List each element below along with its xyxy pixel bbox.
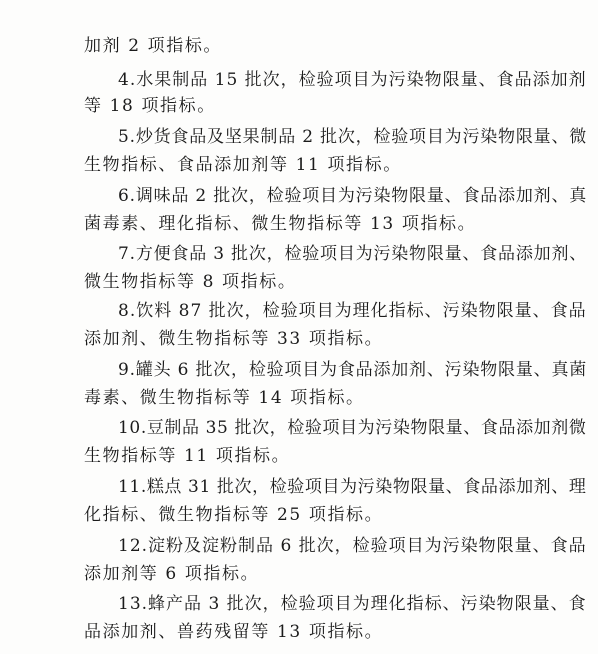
item-13-line-2: 品添加剂、兽药残留等 13 项指标。 [84,622,384,642]
item-5-line-2: 生物指标、食品添加剂等 11 项指标。 [84,155,402,175]
item-5-line-1: 5.炒货食品及坚果制品 2 批次，检验项目为污染物限量、微 [118,127,588,147]
item-11-line-1: 11.糕点 31 批次，检验项目为污染物限量、食品添加剂、理 [118,477,587,497]
item-8-line-2: 添加剂、微生物指标等 33 项指标。 [84,329,384,349]
item-6-line-2: 菌毒素、理化指标、微生物指标等 13 项指标。 [84,214,477,234]
item-10-line-1: 10.豆制品 35 批次，检验项目为污染物限量、食品添加剂微 [118,418,587,438]
item-13-line-1: 13.蜂产品 3 批次，检验项目为理化指标、污染物限量、食 [118,594,587,614]
item-11-line-2: 化指标、微生物指标等 25 项指标。 [84,505,384,525]
item-9-line-1: 9.罐头 6 批次，检验项目为食品添加剂、污染物限量、真菌 [118,360,588,380]
item-7-line-2: 微生物指标等 8 项指标。 [84,272,297,292]
item-9-line-2: 毒素、微生物指标等 14 项指标。 [84,388,365,408]
item-6-line-1: 6.调味品 2 批次，检验项目为污染物限量、食品添加剂、真 [118,186,588,206]
item-8-line-1: 8.饮料 87 批次，检验项目为理化指标、污染物限量、食品 [118,301,587,321]
item-7-line-1: 7.方便食品 3 批次，检验项目为污染物限量、食品添加剂、 [118,244,588,264]
text-line-continuation: 加剂 2 项指标。 [84,36,223,56]
item-12-line-2: 添加剂等 6 项指标。 [84,564,260,584]
item-12-line-1: 12.淀粉及淀粉制品 6 批次，检验项目为污染物限量、食品 [118,536,587,556]
item-10-line-2: 生物指标等 11 项指标。 [84,446,291,466]
item-4-line-2: 等 18 项指标。 [84,96,216,116]
item-4-line-1: 4.水果制品 15 批次，检验项目为污染物限量、食品添加剂 [118,70,587,90]
